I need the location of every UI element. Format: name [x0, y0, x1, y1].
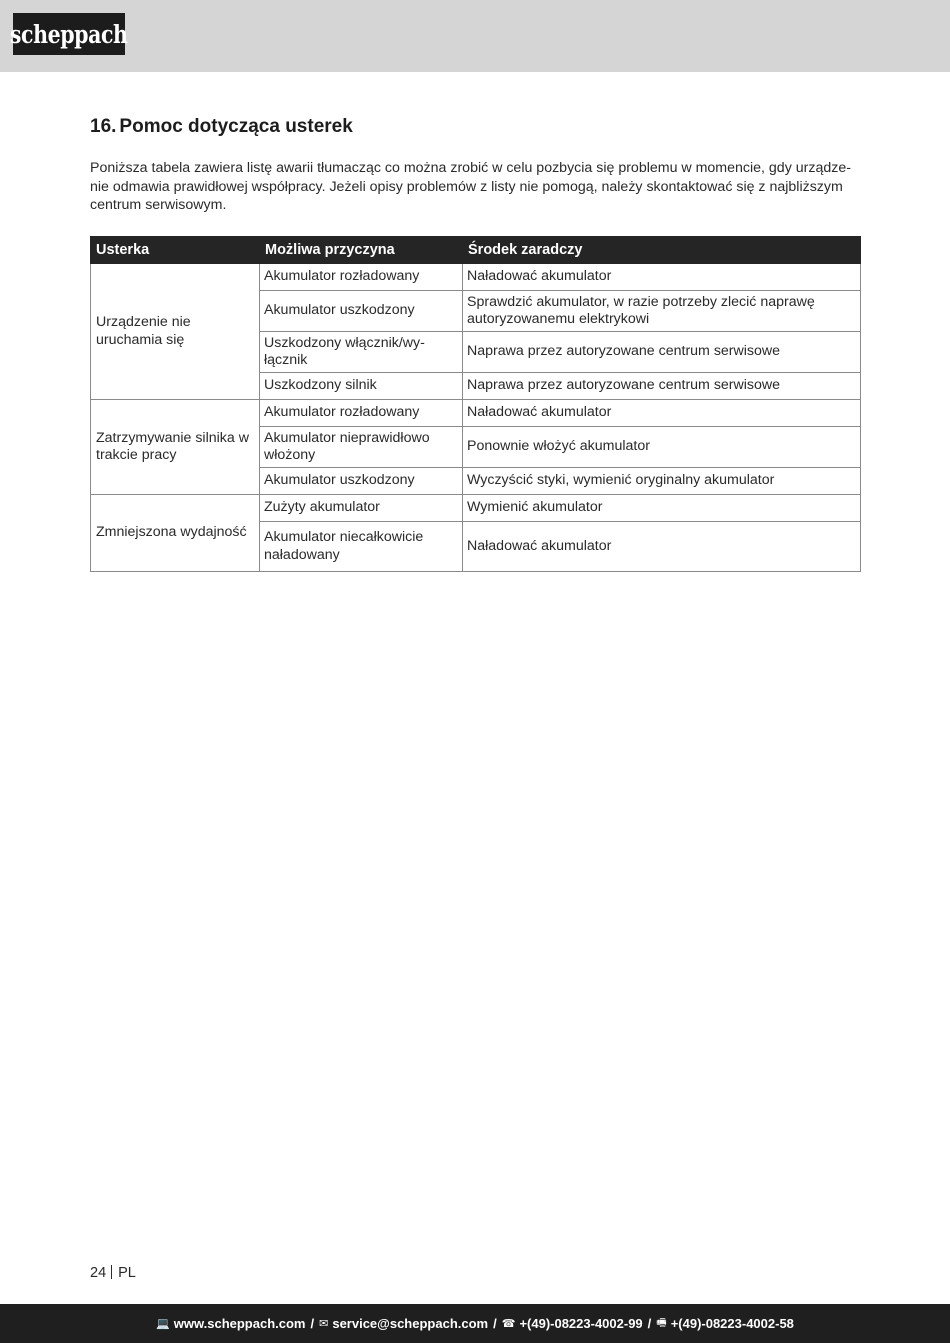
section-title — [90, 116, 353, 138]
cause-cell: Akumulator uszkodzony — [260, 468, 463, 495]
table-row — [91, 495, 861, 522]
page-separator — [111, 1265, 112, 1279]
header-band — [0, 0, 950, 72]
table-header-row — [91, 237, 861, 264]
phone-icon: ☎ — [501, 1318, 516, 1330]
email-icon: ✉ — [319, 1318, 329, 1330]
footer-separator: / — [493, 1316, 497, 1331]
logo-text: scheppach — [10, 19, 128, 49]
remedy-cell: Naładować akumulator — [463, 522, 861, 572]
footer-separator: / — [310, 1316, 315, 1331]
fault-cell: Zatrzymywanie silnika w trakcie pracy — [91, 400, 260, 495]
column-header-cause: Możliwa przyczyna — [260, 237, 463, 264]
cause-cell: Uszkodzony włącznik/wy-łącznik — [260, 332, 463, 373]
remedy-cell: Sprawdzić akumulator, w razie potrzeby zlecić naprawę autoryzowanemu elektrykowi — [463, 291, 861, 332]
cause-cell: Zużyty akumulator — [260, 495, 463, 522]
table-row — [91, 264, 861, 291]
footer-email[interactable]: service@scheppach.com — [332, 1316, 489, 1331]
cause-cell: Akumulator uszkodzony — [260, 291, 463, 332]
remedy-cell: Naładować akumulator — [463, 400, 861, 427]
remedy-cell: Ponownie włożyć akumulator — [463, 427, 861, 468]
table-row — [91, 400, 861, 427]
scheppach-logo — [10, 13, 128, 55]
page-number — [90, 1265, 136, 1281]
computer-icon: 💻 — [156, 1318, 170, 1330]
cause-cell: Akumulator nieprawidłowo włożony — [260, 427, 463, 468]
fax-icon: 🖷 — [656, 1317, 667, 1329]
section-title-text: Pomoc dotycząca usterek — [119, 116, 353, 137]
footer-phone: +(49)-08223-4002-99 — [519, 1316, 643, 1331]
cause-cell: Akumulator niecałkowicie naładowany — [260, 522, 463, 572]
cause-cell: Akumulator rozładowany — [260, 264, 463, 291]
remedy-cell: Wymienić akumulator — [463, 495, 861, 522]
cause-cell: Akumulator rozładowany — [260, 400, 463, 427]
fault-cell: Zmniejszona wydajność — [91, 495, 260, 572]
column-header-remedy: Środek zaradczy — [463, 237, 861, 264]
troubleshooting-table — [90, 236, 861, 572]
cause-cell: Uszkodzony silnik — [260, 373, 463, 400]
remedy-cell: Naprawa przez autoryzowane centrum serwisowe — [463, 332, 861, 373]
remedy-cell: Naładować akumulator — [463, 264, 861, 291]
footer-separator: / — [647, 1316, 652, 1331]
remedy-cell: Naprawa przez autoryzowane centrum serwisowe — [463, 373, 861, 400]
footer-bar — [0, 1304, 950, 1343]
page-language: PL — [118, 1265, 136, 1281]
column-header-fault: Usterka — [91, 237, 260, 264]
page-number-value: 24 — [90, 1265, 107, 1281]
footer-website[interactable]: www.scheppach.com — [173, 1316, 306, 1331]
remedy-cell: Wyczyścić styki, wymienić oryginalny akumulator — [463, 468, 861, 495]
footer-fax: +(49)-08223-4002-58 — [670, 1316, 794, 1331]
fault-cell: Urządzenie nie uruchamia się — [91, 264, 260, 400]
intro-paragraph: Poniższa tabela zawiera listę awarii tłumacząc co można zrobić w celu pozbycia się problemu w momencie, gdy urządze-nie odmawia prawidłowej współpracy. Jeżeli opisy problemów z listy nie pomogą, należy skontaktować się z najbliższym centrum serwisowym. — [90, 160, 851, 213]
section-number: 16. — [90, 116, 117, 137]
